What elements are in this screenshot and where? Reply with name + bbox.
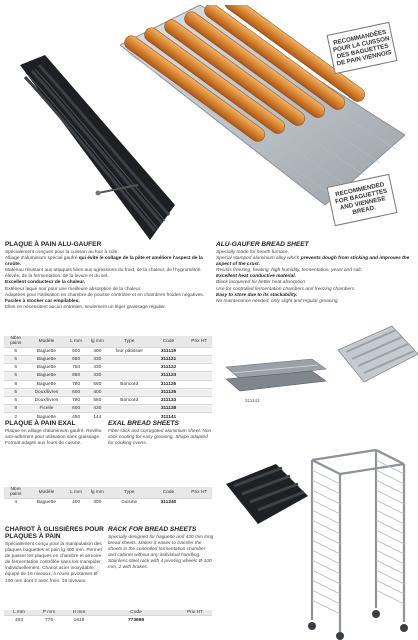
table-cell: 493 <box>4 616 34 624</box>
table-cell: 400 <box>66 498 87 506</box>
chariot-title-fr: CHARIOT À GLISSIÈRES POUR PLAQUES À PAIN <box>5 526 104 541</box>
chariot-spec-table <box>4 610 212 624</box>
table-header-row <box>4 336 212 347</box>
table-cell: 580 <box>87 396 108 404</box>
product-code-cell: 773698 <box>94 616 178 624</box>
table-row <box>4 405 212 413</box>
table-cell <box>108 356 150 364</box>
hero-product-photo <box>0 0 418 240</box>
table-cell <box>187 396 213 404</box>
exal-description-fr: Plaque en alliage d'aluminium gaufré. Revêtu anti-adhérent pour utilisation sans graissage. Format adapté aux fours de cuisine. <box>5 429 102 447</box>
table-cell: 6 <box>4 364 27 372</box>
column-header: Modèle <box>38 338 55 344</box>
chariot-description-fr: Spécialement conçu pour la manipulation des plaques baguettes et pain lg 400 mm. Permet de passer les plaques en chambre et armoire de fermentation contrôlée sans les manipuler individuellement. Chariot acier inoxydable, équipé de 16 niveaux, 4 roues pivotantes Ø 100 mm dont 2 avec frein. 18 niveaux. <box>5 542 102 584</box>
table-cell: 6 <box>4 396 27 404</box>
table-cell: Ficelle <box>27 405 65 413</box>
column-header: Modèle <box>38 489 55 495</box>
column-header: Prix HT <box>187 610 203 615</box>
column-header: L mm <box>13 610 25 615</box>
table-cell: 400 <box>87 388 108 396</box>
table-cell: 600 <box>66 347 87 355</box>
table-cell: 600 <box>66 405 87 413</box>
product-code-cell: 311121 <box>150 356 186 364</box>
table-cell: 430 <box>87 364 108 372</box>
table-cell: Baguette <box>27 347 65 355</box>
table-cell <box>108 372 150 380</box>
chariot-description-en: Specially designed for baguette and 430 mm long bread sheets. Makes it easier to transfer the sheets in the controlled fermentation chamber and cabinet without any individual handling. Stainless steel rack with 4 pivoting wheels Ø 100 mm, 2 with brakes. <box>108 535 214 571</box>
exal-description-en: Fiber stick and corrugated aluminium sheet. Non stick coating for easy greasing. Shape adapted for cooking ovens. <box>108 429 212 447</box>
column-header: Prix HT <box>191 489 208 495</box>
alu-gaufer-description-fr: Spécialement conçues pour la cuisson au four à sole. Alliage d'aluminium spécial gaufré qui évite le collage de la pâte et améliore l'aspect de la croûte. Matériau résistant aux attaques liées aux agressions du froid, de la chaleur, de l'hygrométrie élevée, de la fermentation, de la levure et du sel. Excellent conducteur de la chaleur. Extérieur laqué noir pour une meilleure absorption de la chaleur. Adaptées pour l'utilisation en chambre de pousse contrôlée et en chambres froides négatives. Faciles à stocker car empilables. Elles ne nécessitent aucun entretien, seulement un léger graissage régulier. <box>5 250 205 310</box>
table-cell: Cuisine <box>108 498 150 506</box>
column-header: Nbre pains <box>9 336 22 347</box>
table-cell: Baguette <box>27 356 65 364</box>
table-cell <box>187 364 213 372</box>
table-cell: Baguette <box>27 380 65 388</box>
table-row <box>4 356 212 364</box>
table-cell <box>108 388 150 396</box>
exal-black-tray-image <box>222 460 310 530</box>
table-cell <box>108 364 150 372</box>
double-baguette-strip-image <box>222 345 330 405</box>
table-cell: 4 <box>4 498 27 506</box>
table-cell <box>187 372 213 380</box>
table-cell: 400 <box>87 347 108 355</box>
table-cell: Baguette <box>27 413 65 421</box>
table-cell <box>187 380 213 388</box>
table-cell: 6 <box>4 356 27 364</box>
column-header: lg mm <box>90 489 104 495</box>
table-cell: 600 <box>66 388 87 396</box>
chariot-title-en: RACK FOR BREAD SHEETS <box>108 526 197 533</box>
table-cell <box>187 405 213 413</box>
table-row <box>4 380 212 388</box>
table-cell <box>187 498 213 506</box>
table-row <box>4 396 212 404</box>
table-cell <box>108 405 150 413</box>
table-cell: 8 <box>4 380 27 388</box>
table-cell: Boncord <box>108 396 150 404</box>
exal-spec-table <box>4 487 212 507</box>
column-header: P mm <box>42 610 56 615</box>
product-code-cell: 311119 <box>150 347 186 355</box>
table-row <box>4 388 212 396</box>
perforated-alu-tray-image <box>332 320 418 410</box>
table-cell: Doux/livres <box>27 396 65 404</box>
product-code-cell: 311240 <box>150 498 186 506</box>
alu-gaufer-spec-table <box>4 336 212 421</box>
column-header: Nbre pains <box>9 487 22 498</box>
strip-image-caption: 311141 <box>245 398 260 403</box>
column-header: L mm <box>70 338 83 344</box>
column-header: L mm <box>70 489 83 495</box>
table-cell: 2 <box>4 413 27 421</box>
table-cell: 775 <box>34 616 64 624</box>
recommended-badge-fr: RECOMMANDÉES POUR LA CUISSON DES BAGUETTES DE PAIN VIENNOIS <box>327 22 398 74</box>
product-code-cell: 311133 <box>150 396 186 404</box>
column-header: H mm <box>72 610 86 615</box>
table-cell: 780 <box>66 396 87 404</box>
column-header: Code <box>162 338 175 344</box>
product-code-cell: 311135 <box>150 388 186 396</box>
table-cell: Baguette <box>27 372 65 380</box>
table-cell <box>187 413 213 421</box>
table-cell: 8 <box>4 405 27 413</box>
table-cell: 430 <box>87 405 108 413</box>
alu-gaufer-description-en: Specially made for hearth furnace. Special stamped aluminium alloy which prevents dough from sticking and improves the aspect of the crust. Resists freezing, heating, high humidity, fermentation, yeast and salt. Excellent heat conductive material. Black lacquered for better heat absorption. Use for controlled fermentation chambers and freezing chambers. Easy to store due to its stackability. No maintenance needed, only slight and regular greasing. <box>216 250 410 304</box>
table-cell <box>187 347 213 355</box>
table-cell: 5 <box>4 388 27 396</box>
table-cell: Boncord <box>108 380 150 388</box>
product-code-cell: 311138 <box>150 405 186 413</box>
column-header: Prix HT <box>191 338 208 344</box>
alu-gaufer-title-fr: PLAQUE À PAIN ALU-GAUFER <box>5 241 102 248</box>
table-cell: 650 <box>66 356 87 364</box>
product-code-cell: 311123 <box>150 372 186 380</box>
table-cell: 430 <box>87 372 108 380</box>
exal-title-fr: PLAQUE À PAIN EXAL <box>5 420 76 427</box>
table-row <box>4 498 212 506</box>
table-row <box>4 372 212 380</box>
table-cell: 450 <box>66 413 87 421</box>
table-cell: four pâtissier <box>108 347 150 355</box>
table-cell: Doux/livres <box>27 388 65 396</box>
table-cell: 300 <box>87 498 108 506</box>
table-row <box>4 347 212 355</box>
table-cell: 6 <box>4 372 27 380</box>
alu-gaufer-title-en: ALU-GAUFER BREAD SHEET <box>216 241 309 248</box>
column-header: Code <box>130 610 142 615</box>
black-baguette-tray-image <box>20 55 175 240</box>
table-cell <box>187 388 213 396</box>
table-cell: 430 <box>87 356 108 364</box>
recommended-badge-en: RECOMMENDED FOR BAGUETTES AND VIENNESE BREAD. <box>327 174 398 226</box>
exal-title-en: EXAL BREAD SHEETS <box>108 420 179 427</box>
column-header: Type <box>124 489 135 495</box>
table-cell: 580 <box>87 380 108 388</box>
table-row <box>4 616 212 624</box>
table-cell: Baguette <box>27 364 65 372</box>
table-cell: 144 <box>87 413 108 421</box>
table-cell: 780 <box>66 380 87 388</box>
column-header: lg mm <box>90 338 104 344</box>
column-header: Type <box>124 338 135 344</box>
product-code-cell: 311141 <box>150 413 186 421</box>
table-cell <box>178 616 212 624</box>
product-code-cell: 311125 <box>150 380 186 388</box>
bread-sheet-trolley-image <box>300 440 418 640</box>
table-cell: 850 <box>66 372 87 380</box>
table-header-row <box>4 487 212 498</box>
table-cell: 1618 <box>64 616 94 624</box>
table-cell <box>187 356 213 364</box>
table-cell: 5 <box>4 347 27 355</box>
table-row <box>4 364 212 372</box>
table-cell: Baguette <box>27 498 65 506</box>
table-cell: 750 <box>66 364 87 372</box>
column-header: Code <box>162 489 175 495</box>
product-code-cell: 311122 <box>150 364 186 372</box>
